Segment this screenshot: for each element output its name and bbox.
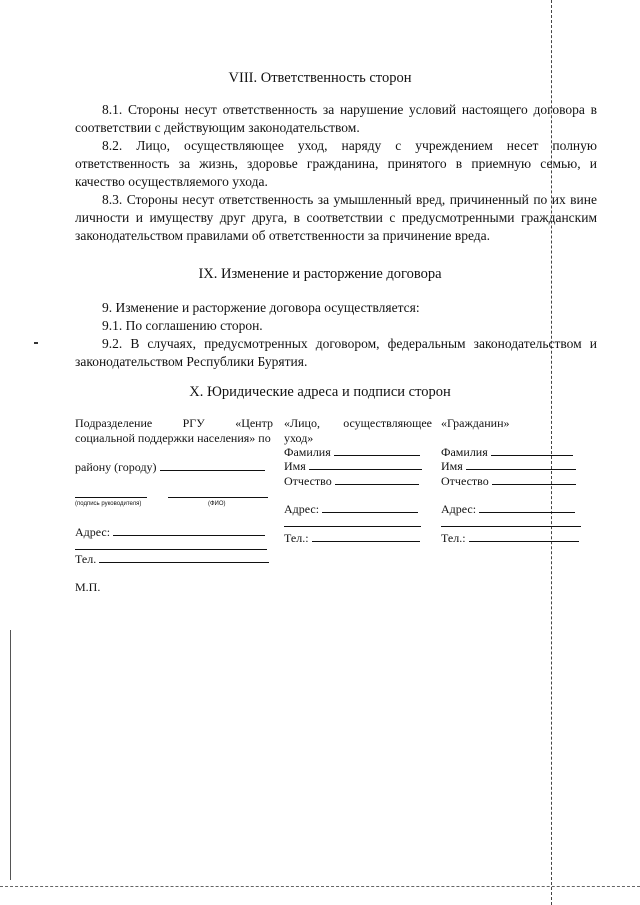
paragraph-9: 9. Изменение и расторжение договора осуществляется: (102, 300, 420, 315)
col1-address-label: Адрес: (75, 525, 111, 539)
col2-surname-field[interactable] (334, 444, 420, 456)
scan-left-margin-line (10, 630, 11, 880)
col3-name-field[interactable] (466, 458, 576, 470)
col1-phone-row (75, 551, 275, 567)
col1-header: Подразделение РГУ «Центр социальной поддержки населения» по (75, 416, 273, 445)
col1-address-field[interactable] (113, 524, 265, 536)
col2-name-label: Имя (284, 459, 306, 473)
col1-phone-field[interactable] (99, 551, 269, 563)
section-9-title: IX. Изменение и расторжение договора (198, 266, 442, 282)
paragraph-8-2: 8.2. Лицо, осуществляющее уход, наряду с учреждением несет полную ответственность за жизнь, здоровье гражданина, принятого в приемную семью, и качество осуществляемого ухода. (75, 138, 597, 189)
col1-district-row (75, 459, 275, 475)
paragraph-9-2: 9.2. В случаях, предусмотренных договором, федеральным законодательством и законодательством Республики Бурятия. (75, 336, 597, 369)
scan-speck (34, 342, 38, 344)
col1-district-field[interactable] (160, 459, 265, 471)
col3-phone-label: Тел.: (441, 531, 466, 545)
col3-address-field[interactable] (479, 501, 575, 513)
scan-bottom-edge (0, 886, 640, 887)
col2-phone-row (284, 530, 420, 546)
col1-signature-caption: (подпись руководителя) (75, 501, 142, 507)
col1-fio-line[interactable] (168, 497, 268, 498)
col1-address-row (75, 524, 275, 540)
col3-address-row (441, 501, 575, 517)
paragraph-9-1: 9.1. По соглашению сторон. (102, 318, 263, 333)
col2-surname-label: Фамилия (284, 445, 331, 459)
col1-signature-line[interactable] (75, 497, 147, 498)
section-10-title: X. Юридические адреса и подписи сторон (189, 384, 451, 400)
col3-name-label: Имя (441, 459, 463, 473)
col3-name-row (441, 458, 576, 474)
col2-patronymic-row (284, 473, 419, 489)
col2-name-row (284, 458, 422, 474)
paragraph-8-3: 8.3. Стороны несут ответственность за умышленный вред, причиненный по их вине личности и имуществу друг друга, в соответствии с предусмотренными гражданским законодательством правилами об ответственности за причинение вреда. (75, 192, 597, 243)
section-8-title: VIII. Ответственность сторон (228, 70, 412, 86)
col3-surname-field[interactable] (491, 444, 573, 456)
col3-patronymic-field[interactable] (492, 473, 576, 485)
col3-address-line-2[interactable] (441, 526, 581, 527)
col1-address-line-2[interactable] (75, 549, 267, 550)
col3-patronymic-label: Отчество (441, 474, 489, 488)
col3-phone-row (441, 530, 579, 546)
col2-phone-field[interactable] (312, 530, 420, 542)
col2-address-row (284, 501, 418, 517)
col3-surname-label: Фамилия (441, 445, 488, 459)
col2-patronymic-label: Отчество (284, 474, 332, 488)
col2-phone-label: Тел.: (284, 531, 309, 545)
col1-stamp: М.П. (75, 580, 101, 594)
col3-address-label: Адрес: (441, 502, 477, 516)
col1-fio-caption: (ФИО) (208, 501, 226, 507)
paragraph-8-1: 8.1. Стороны несут ответственность за нарушение условий настоящего договора в соответствии с действующим законодательством. (75, 102, 597, 135)
col2-patronymic-field[interactable] (335, 473, 419, 485)
col3-header: «Гражданин» (441, 416, 510, 430)
col3-phone-field[interactable] (469, 530, 579, 542)
col2-address-field[interactable] (322, 501, 418, 513)
col1-phone-label: Тел. (75, 552, 97, 566)
col2-address-label: Адрес: (284, 502, 320, 516)
col2-address-line-2[interactable] (284, 526, 421, 527)
col1-district-label: району (городу) (75, 460, 157, 474)
col3-patronymic-row (441, 473, 576, 489)
col2-name-field[interactable] (309, 458, 422, 470)
col2-header: «Лицо, осуществляющее уход» (284, 416, 432, 445)
